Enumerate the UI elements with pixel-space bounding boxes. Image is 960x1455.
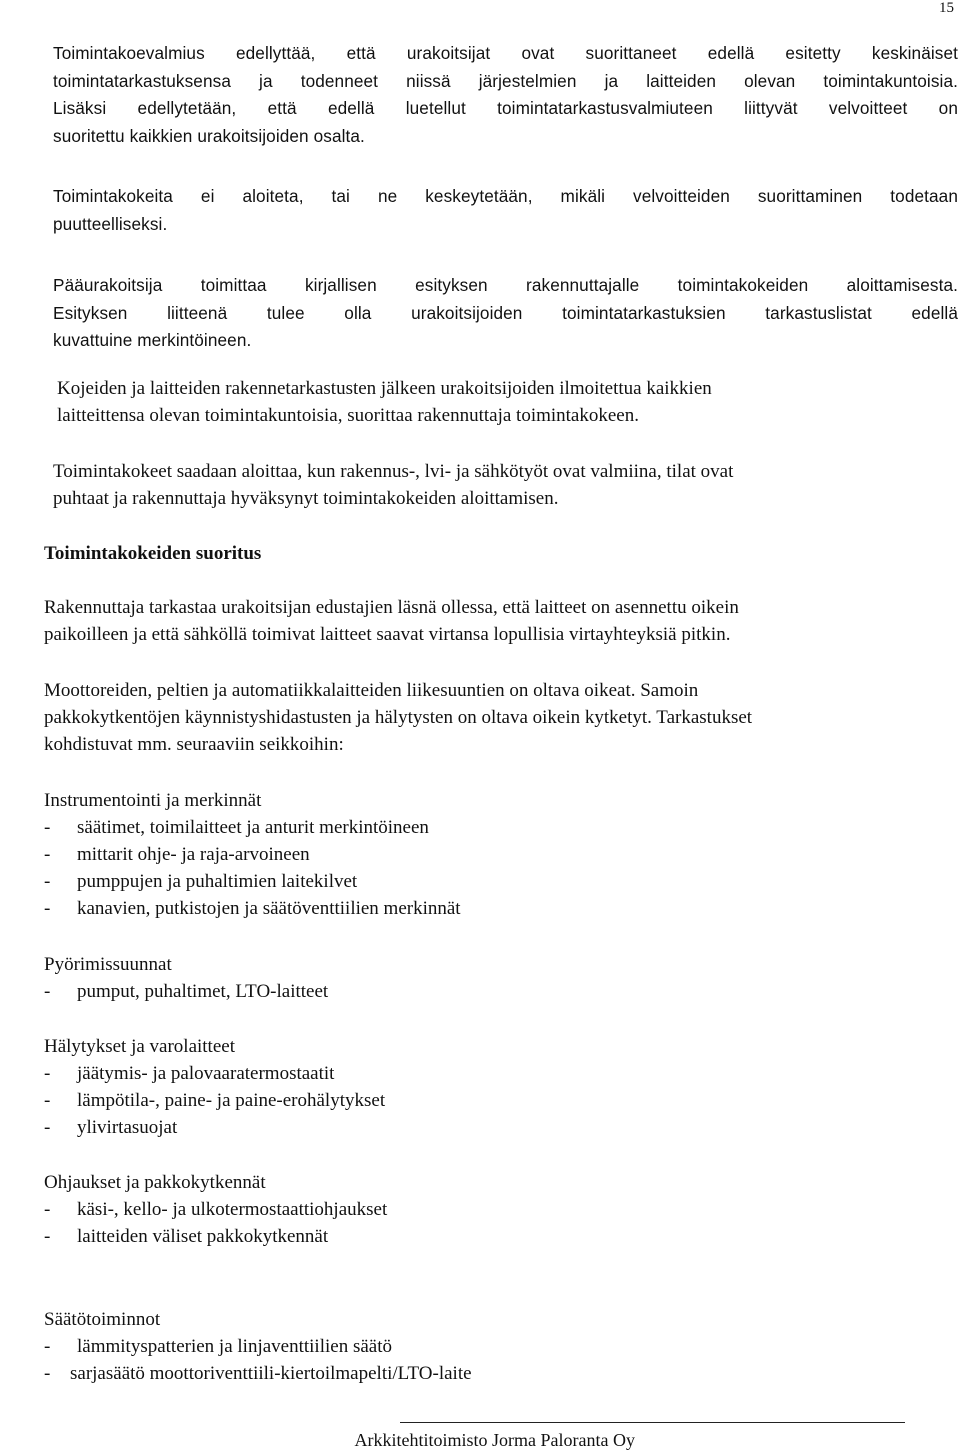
- list-item: - lämpötila-, paine- ja paine-erohälytykset: [44, 1090, 386, 1111]
- text-line: laitteittensa olevan toimintakuntoisia, suorittaa rakennuttaja toimintakokeen.: [57, 405, 639, 426]
- text-line: Toimintakokeet saadaan aloittaa, kun rakennus-, lvi- ja sähkötyöt ovat valmiina, tilat ovat: [53, 461, 734, 482]
- list-ohjaukset: [44, 1169, 387, 1250]
- list-item: - laitteiden väliset pakkokytkennät: [44, 1226, 329, 1247]
- list-pyorimissuunnat: [44, 951, 328, 1005]
- list-item: - käsi-, kello- ja ulkotermostaattiohjaukset: [44, 1199, 388, 1220]
- text-line: puutteelliseksi.: [53, 213, 168, 234]
- list-saatotoiminnot: [44, 1306, 472, 1387]
- text-line: Kojeiden ja laitteiden rakennetarkastusten jälkeen urakoitsijoiden ilmoitettua kaikkien: [57, 378, 712, 399]
- list-title: Ohjaukset ja pakkokytkennät: [44, 1172, 266, 1193]
- page-number: 15: [939, 0, 954, 16]
- text-line: Toimintakokeita ei aloiteta, tai ne keskeytetään, mikäli velvoitteiden suorittaminen todetaan: [53, 186, 958, 206]
- text-line: suoritettu kaikkien urakoitsijoiden osalta.: [53, 125, 365, 146]
- list-item: - lämmityspatterien ja linjaventtiilien säätö: [44, 1336, 392, 1357]
- paragraph-4: [57, 375, 937, 429]
- footer-company: Arkkitehtitoimisto Jorma Paloranta Oy: [354, 1430, 635, 1450]
- list-item: - pumppujen ja puhaltimien laitekilvet: [44, 871, 358, 892]
- text-line: kuvattuine merkintöineen.: [53, 330, 252, 350]
- paragraph-1: [53, 40, 958, 150]
- text-line: Rakennuttaja tarkastaa urakoitsijan edustajien läsnä ollessa, että laitteet on asennettu oikein: [44, 597, 739, 618]
- list-item: - säätimet, toimilaitteet ja anturit merkintöineen: [44, 817, 429, 838]
- list-title: Hälytykset ja varolaitteet: [44, 1036, 235, 1057]
- list-item: - ylivirtasuojat: [44, 1117, 178, 1138]
- list-item: - pumput, puhaltimet, LTO-laitteet: [44, 981, 329, 1002]
- text-line: Pääurakoitsija toimittaa kirjallisen esityksen rakennuttajalle toimintakokeiden aloittamisesta.: [53, 275, 958, 295]
- paragraph-2: [53, 183, 958, 238]
- list-item: - kanavien, putkistojen ja säätöventtiilien merkinnät: [44, 898, 461, 919]
- list-title: Instrumentointi ja merkinnät: [44, 790, 262, 811]
- list-instrumentointi: [44, 787, 461, 922]
- list-item: - mittarit ohje- ja raja-arvoineen: [44, 844, 310, 865]
- list-item: - jäätymis- ja palovaaratermostaatit: [44, 1063, 335, 1084]
- text-line: Moottoreiden, peltien ja automatiikkalaitteiden liikesuuntien on oltava oikeat. Samoin: [44, 680, 699, 701]
- paragraph-6: [44, 594, 944, 648]
- text-line: Esityksen liitteenä tulee olla urakoitsijoiden toimintatarkastuksien tarkastuslistat edellä: [53, 302, 958, 323]
- text-line: toimintatarkastuksensa ja todenneet niissä järjestelmien ja laitteiden olevan toimintakuntoisia.: [53, 70, 958, 91]
- section-heading: Toimintakokeiden suoritus: [44, 543, 262, 564]
- text-line: Toimintakoevalmius edellyttää, että urakoitsijat ovat suorittaneet edellä esitetty keskinäiset: [53, 43, 958, 63]
- list-title: Pyörimissuunnat: [44, 954, 172, 975]
- list-halytykset: [44, 1033, 385, 1141]
- text-line: paikoilleen ja että sähköllä toimivat laitteet saavat virtansa lopullisia virtayhteyksiä pitkin.: [44, 624, 731, 645]
- text-line: pakkokytkentöjen käynnistyshidastusten ja hälytysten on oltava oikein kytketyt. Tarkastukset: [44, 707, 753, 728]
- paragraph-7: [44, 677, 944, 758]
- list-title: Säätötoiminnot: [44, 1309, 161, 1330]
- text-line: kohdistuvat mm. seuraaviin seikkoihin:: [44, 734, 344, 755]
- paragraph-3: [53, 272, 958, 355]
- footer-divider: [400, 1422, 905, 1423]
- text-line: Lisäksi edellytetään, että edellä luetellut toimintatarkastusvalmiuteen liittyvät velvoitteet on: [53, 98, 958, 118]
- text-line: puhtaat ja rakennuttaja hyväksynyt toimintakokeiden aloittamisen.: [53, 488, 559, 509]
- paragraph-5: [53, 458, 933, 512]
- list-item: - sarjasäätö moottoriventtiili-kiertoilmapelti/LTO-laite: [44, 1363, 472, 1384]
